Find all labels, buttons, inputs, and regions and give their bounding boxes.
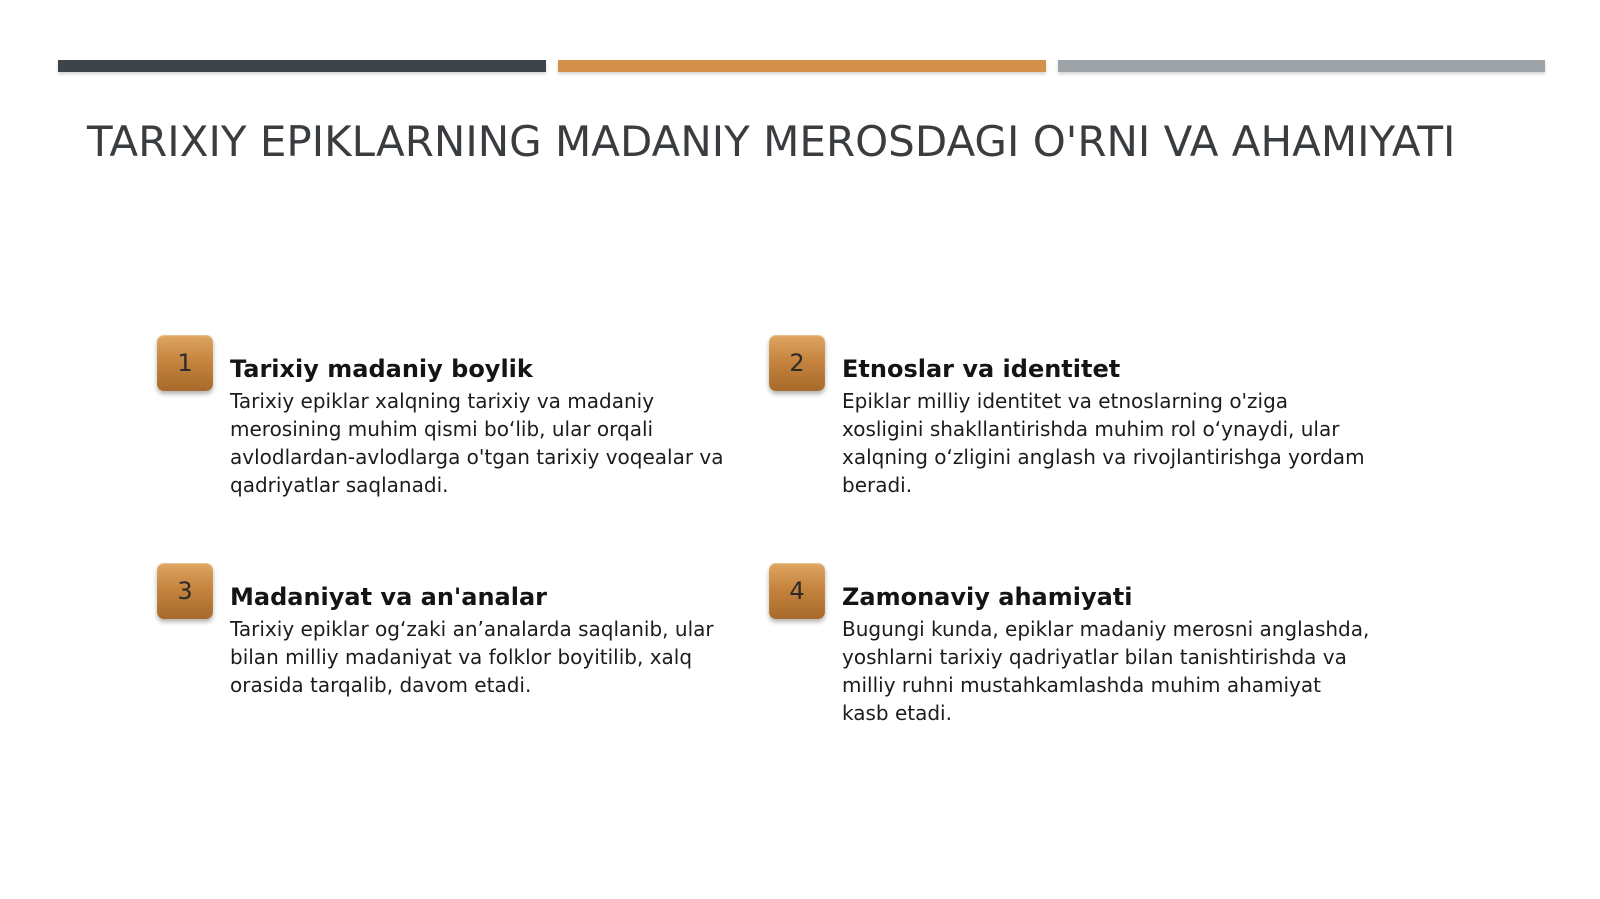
item-heading: Madaniyat va an'analar — [230, 583, 547, 611]
item-text-block — [230, 355, 760, 499]
item-text-block — [842, 583, 1372, 727]
slide-title: TARIXIY EPIKLARNING MADANIY MEROSDAGI O'RNI VA AHAMIYATI — [87, 117, 1456, 166]
item-heading: Tarixiy madaniy boylik — [230, 355, 533, 383]
item-description: Tarixiy epiklar og‘zaki an’analarda saqlanib, ular bilan milliy madaniyat va folklor boyitilib, xalq orasida tarqalib, davom etadi. — [230, 617, 714, 697]
item-heading: Etnoslar va identitet — [842, 355, 1121, 383]
top-bar-dark — [58, 60, 546, 72]
item-heading: Zamonaviy ahamiyati — [842, 583, 1133, 611]
item-text-block — [230, 583, 760, 699]
top-bar-gray — [1058, 60, 1545, 72]
item-description: Tarixiy epiklar xalqning tarixiy va madaniy merosining muhim qismi bo‘lib, ular orqali avlodlardan-avlodlarga o'tgan tarixiy voqealar va qadriyatlar saqlanadi. — [230, 389, 724, 497]
item-description: Bugungi kunda, epiklar madaniy merosni anglashda, yoshlarni tarixiy qadriyatlar bilan tanishtirishda va milliy ruhni mustahkamlashda muhim ahamiyat kasb etadi. — [842, 617, 1370, 725]
item-text-block — [842, 355, 1372, 499]
item-description: Epiklar milliy identitet va etnoslarning o'ziga xosligini shakllantirishda muhim rol o‘ynaydi, ular xalqning o‘zligini anglash va rivojlantirishga yordam beradi. — [842, 389, 1365, 497]
number-badge: 1 — [157, 335, 213, 391]
number-badge: 2 — [769, 335, 825, 391]
number-badge: 3 — [157, 563, 213, 619]
number-badge: 4 — [769, 563, 825, 619]
top-bar-accent — [558, 60, 1046, 72]
